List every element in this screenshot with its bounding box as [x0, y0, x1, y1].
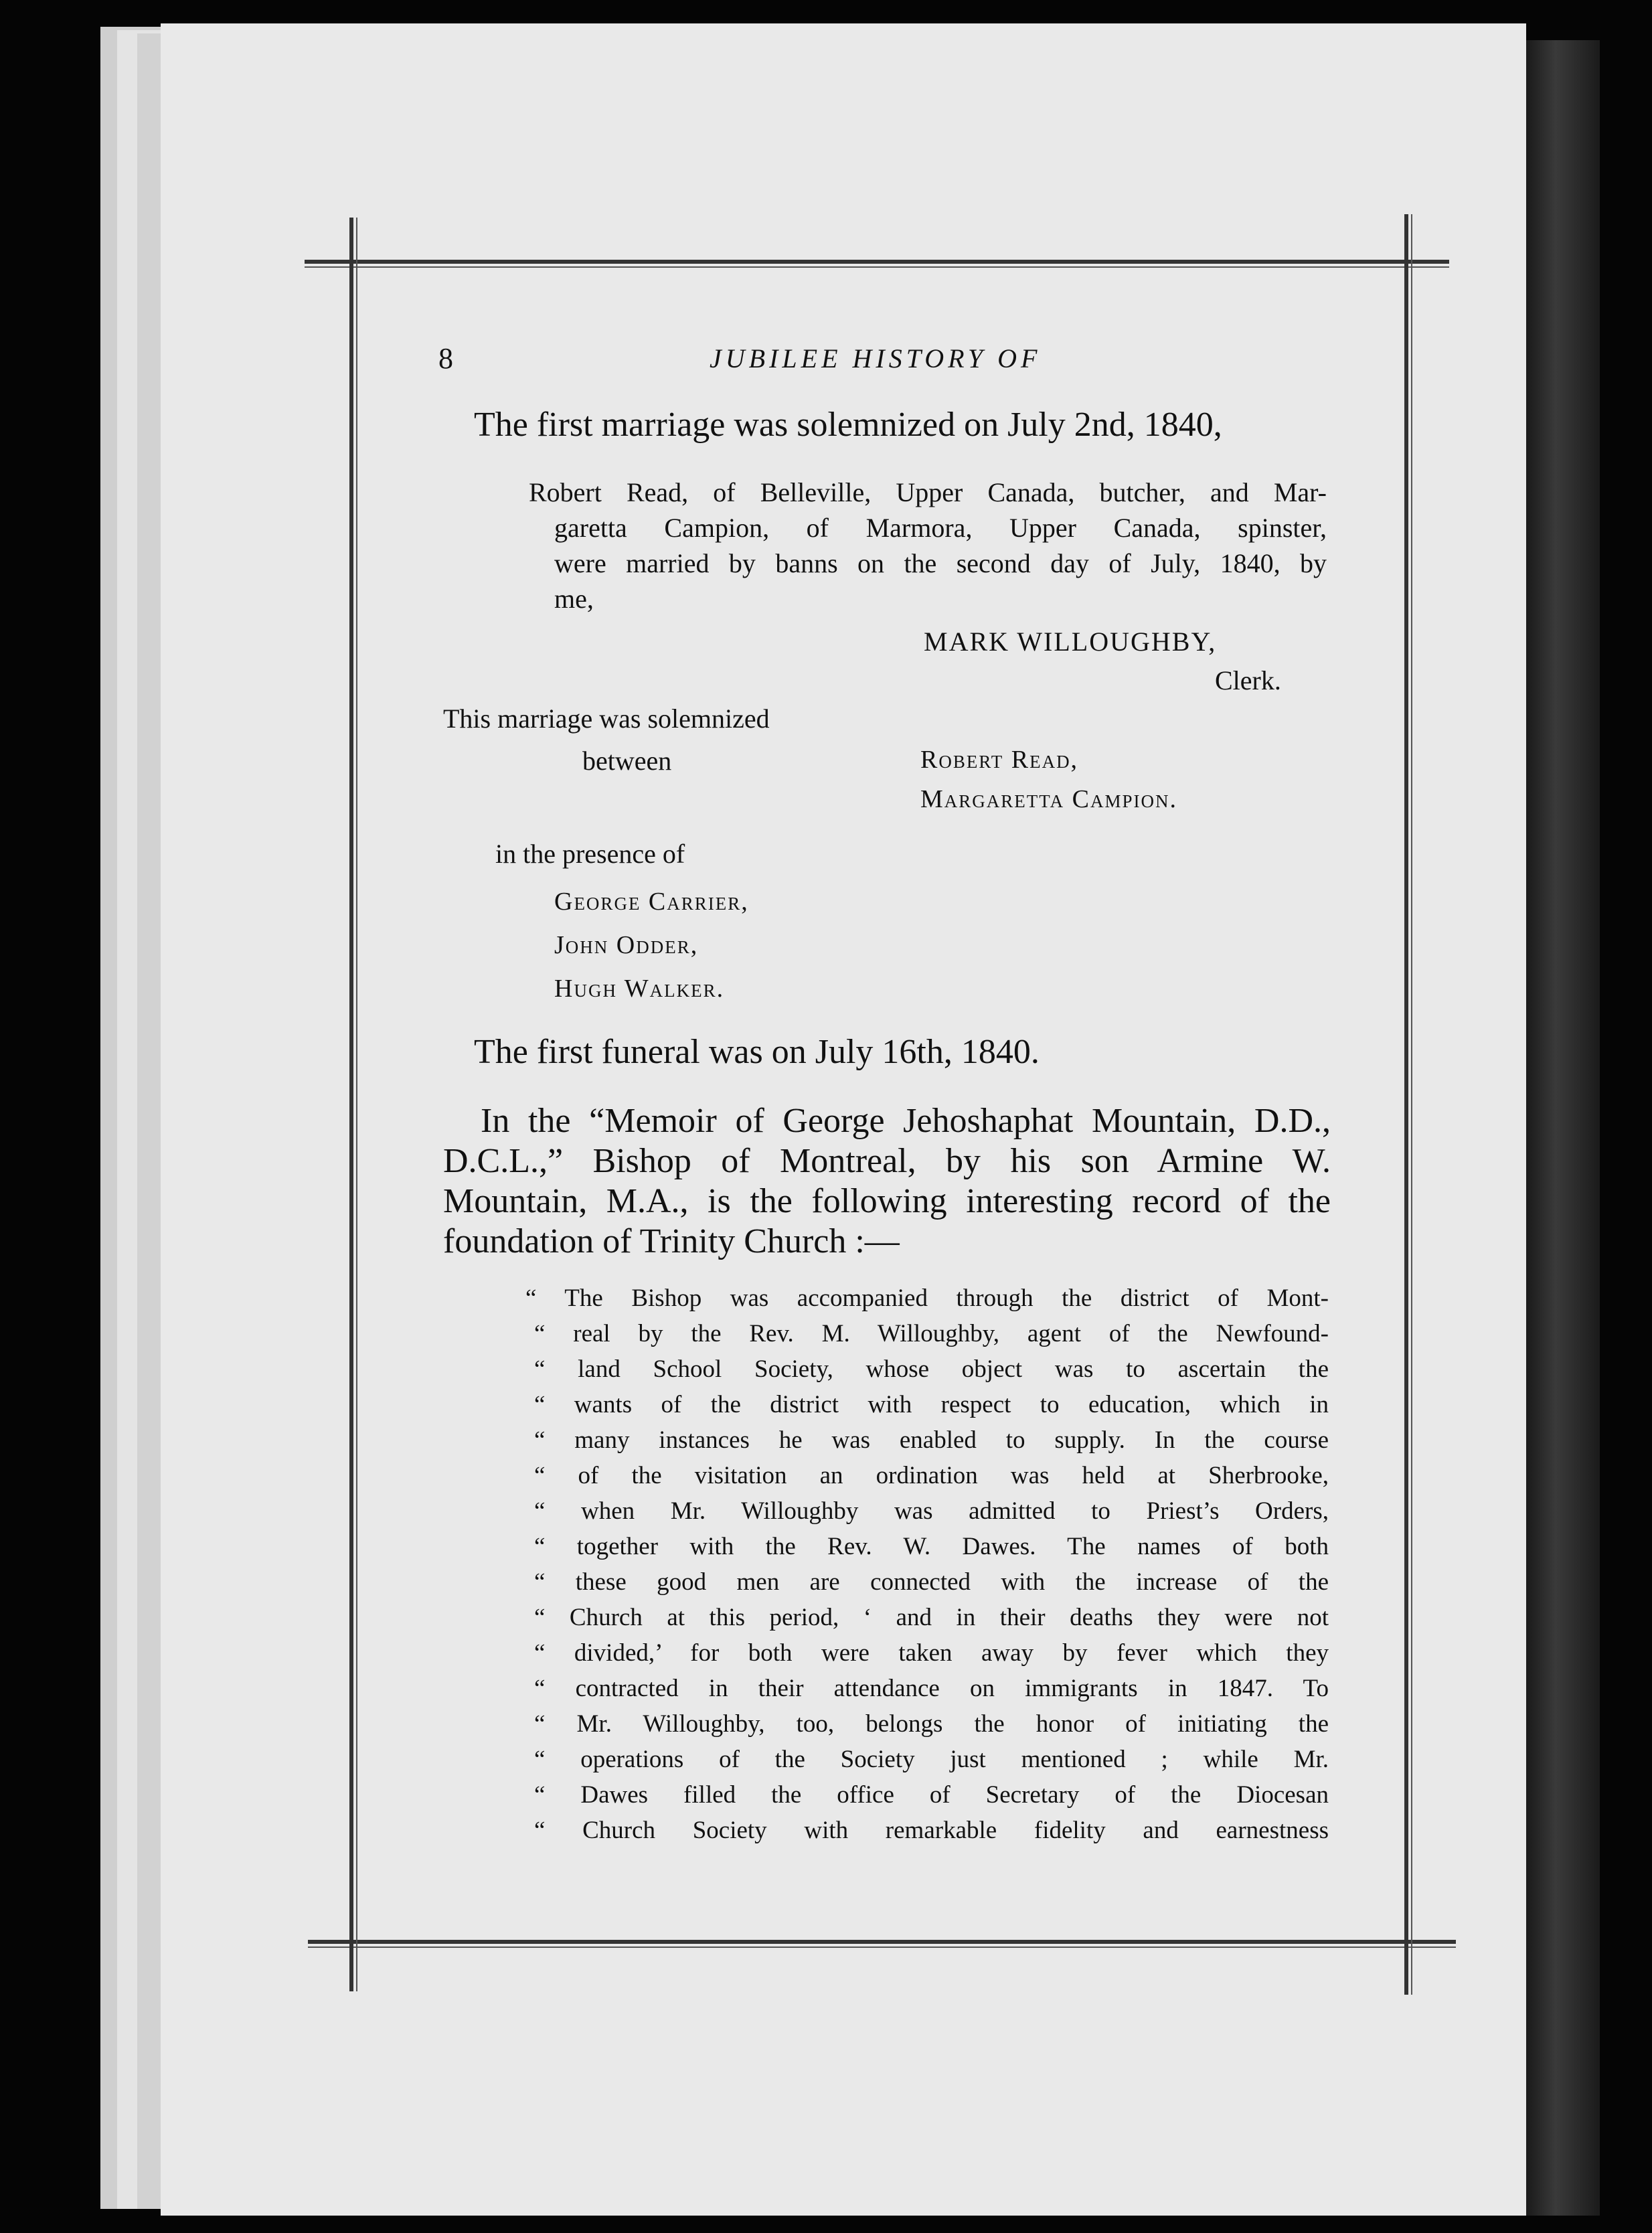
border-rule-left	[349, 218, 353, 1991]
between-label: between	[582, 746, 672, 776]
signature-name: MARK WILLOUGHBY,	[924, 627, 1217, 657]
quote-line: “ contracted in their attendance on immigrants in 1847. To	[534, 1675, 1329, 1702]
witness-name: George Carrier,	[554, 888, 749, 916]
quote-line: “ when Mr. Willoughby was admitted to Priest’s Orders,	[534, 1497, 1329, 1525]
signature-title: Clerk.	[1215, 665, 1281, 695]
quote-line: “ of the visitation an ordination was held at Sherbrooke,	[534, 1462, 1329, 1489]
memoir-line: In the “Memoir of George Jehoshaphat Mountain, D.D.,	[481, 1102, 1331, 1140]
solemnized-label: This marriage was solemnized	[443, 704, 770, 734]
record-line: Robert Read, of Belleville, Upper Canada, butcher, and Mar-	[529, 477, 1327, 507]
quote-line: “ these good men are connected with the increase of the	[534, 1568, 1329, 1596]
party-name: Margaretta Campion.	[920, 785, 1177, 813]
page-number: 8	[438, 342, 453, 375]
quote-line: “ land School Society, whose object was to ascertain the	[534, 1355, 1329, 1383]
quote-line: “ many instances he was enabled to supply. In the course	[534, 1426, 1329, 1454]
party-name: Robert Read,	[920, 746, 1079, 774]
record-line: garetta Campion, of Marmora, Upper Canada, spinster,	[554, 513, 1327, 543]
funeral-text: The first funeral was on July 16th, 1840.	[474, 1033, 1040, 1071]
witness-name: John Odder,	[554, 931, 699, 959]
quote-line: “ real by the Rev. M. Willoughby, agent of the Newfound-	[534, 1320, 1329, 1347]
border-rule-top	[305, 260, 1449, 264]
border-rule-bottom	[308, 1940, 1456, 1944]
quote-line: “ Mr. Willoughby, too, belongs the honor of initiating the	[534, 1710, 1329, 1738]
book-spine	[1526, 40, 1600, 2216]
record-line: me,	[554, 584, 594, 614]
presence-label: in the presence of	[495, 839, 685, 869]
memoir-line: foundation of Trinity Church :—	[443, 1222, 900, 1260]
marriage-heading: The first marriage was solemnized on July 2nd, 1840,	[474, 406, 1222, 444]
quote-line: “ operations of the Society just mentioned ; while Mr.	[534, 1746, 1329, 1773]
memoir-line: D.C.L.,” Bishop of Montreal, by his son Armine W.	[443, 1142, 1331, 1180]
running-title: JUBILEE HISTORY OF	[710, 343, 1042, 374]
memoir-line: Mountain, M.A., is the following interesting record of the	[443, 1182, 1331, 1220]
quote-line: “ together with the Rev. W. Dawes. The names of both	[534, 1533, 1329, 1560]
quote-line: “ wants of the district with respect to education, which in	[534, 1391, 1329, 1418]
border-rule-right	[1404, 214, 1408, 1995]
quote-line: “ Dawes filled the office of Secretary of the Diocesan	[534, 1781, 1329, 1809]
quote-line: “ The Bishop was accompanied through the district of Mont-	[525, 1285, 1329, 1312]
record-line: were married by banns on the second day of July, 1840, by	[554, 548, 1327, 578]
quote-line: “ Church at this period, ‘ and in their deaths they were not	[534, 1604, 1329, 1631]
quote-line: “ divided,’ for both were taken away by fever which they	[534, 1639, 1329, 1667]
witness-name: Hugh Walker.	[554, 975, 725, 1003]
quote-line: “ Church Society with remarkable fidelity and earnestness	[534, 1817, 1329, 1844]
